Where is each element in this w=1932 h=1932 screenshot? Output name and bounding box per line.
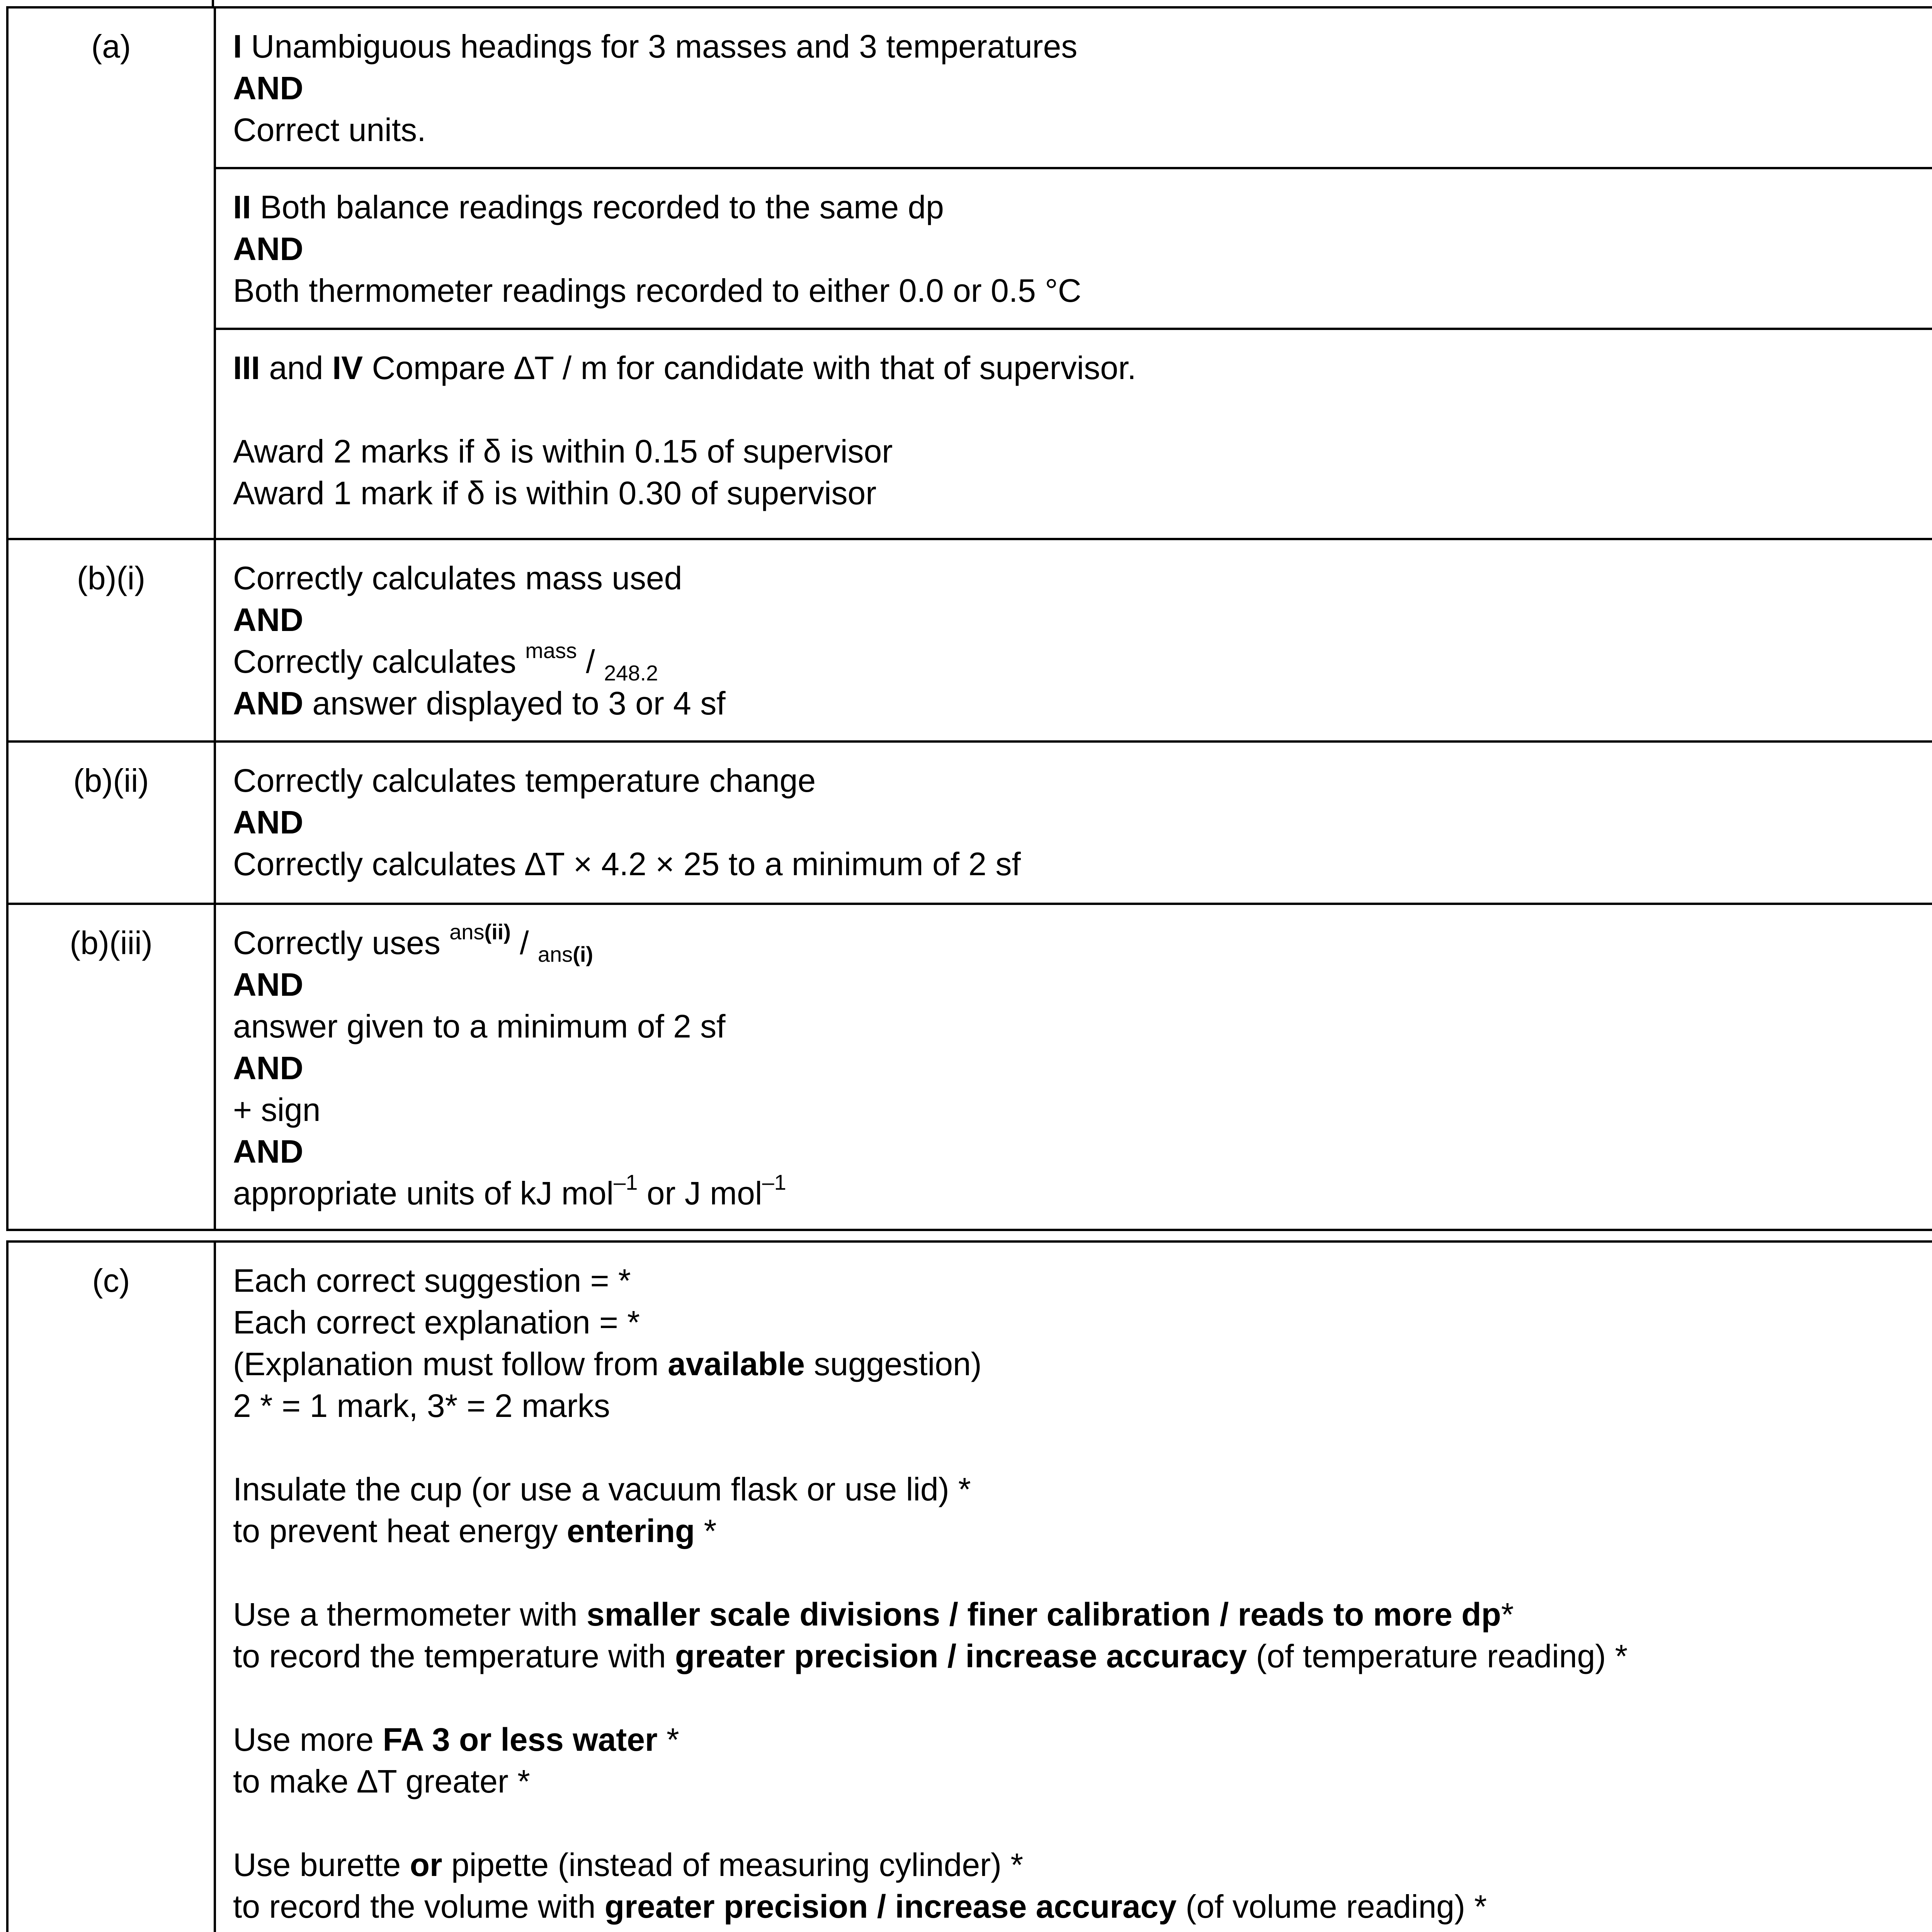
answer-text: Correctly uses xyxy=(233,925,450,961)
answer-text: Correctly calculates temperature change xyxy=(233,762,816,799)
answer-text: * xyxy=(657,1721,679,1758)
superscript-part: ans xyxy=(449,920,485,944)
mark-scheme-table-part-2 xyxy=(6,1240,1932,1932)
answer-text: Use more xyxy=(233,1721,383,1758)
subscript-text: 248.2 xyxy=(604,661,658,685)
answer-text: Correctly calculates xyxy=(233,643,526,680)
answer-text: + sign xyxy=(233,1092,321,1128)
table-row xyxy=(7,742,1932,904)
answer-cell xyxy=(215,7,1932,168)
answer-text: Correct units. xyxy=(233,112,426,148)
answer-text: to record the volume with xyxy=(233,1888,605,1925)
answer-text: Use a thermometer with xyxy=(233,1596,587,1633)
answer-text: Each correct suggestion = * xyxy=(233,1262,631,1299)
question-label: (b)(i) xyxy=(7,539,215,742)
superscript-text: –1 xyxy=(614,1170,638,1194)
bold-text: reads to more dp xyxy=(1238,1596,1501,1633)
superscript-text: mass xyxy=(525,638,577,663)
bold-text: entering xyxy=(566,1513,695,1549)
bold-text: AND xyxy=(233,231,303,267)
answer-text: (Explanation must follow from xyxy=(233,1346,668,1382)
answer-text: appropriate units of kJ mol xyxy=(233,1175,614,1211)
question-label: (b)(ii) xyxy=(7,742,215,904)
answer-text: Insulate the cup (or use a vacuum flask or use lid) * xyxy=(233,1471,971,1507)
table-row xyxy=(7,329,1932,539)
fraction-slash: / xyxy=(577,643,604,680)
bold-text: AND xyxy=(233,685,303,721)
table-row xyxy=(7,7,1932,168)
bold-text: AND xyxy=(233,966,303,1003)
bold-text: AND xyxy=(233,804,303,840)
bold-text: AND xyxy=(233,602,303,638)
question-label: (c) xyxy=(7,1242,215,1932)
answer-text: to make ∆T greater * xyxy=(233,1763,530,1799)
subscript-bold-part: (i) xyxy=(573,942,594,966)
bold-text: / xyxy=(940,1596,968,1633)
bold-text: or xyxy=(410,1847,442,1883)
bold-text: available xyxy=(668,1346,805,1382)
answer-text: Correctly calculates ∆T × 4.2 × 25 to a minimum of 2 sf xyxy=(233,846,1021,882)
answer-text: * xyxy=(695,1513,717,1549)
question-label: (b)(iii) xyxy=(7,904,215,1230)
subscript-text xyxy=(538,942,593,966)
bold-text: finer calibration xyxy=(967,1596,1211,1633)
answer-text: Award 1 mark if δ is within 0.30 of supervisor xyxy=(233,475,877,511)
answer-text: Each correct explanation = * xyxy=(233,1304,640,1340)
bold-text: II xyxy=(233,189,251,225)
bold-text: AND xyxy=(233,70,303,106)
table-row xyxy=(7,539,1932,742)
answer-cell xyxy=(215,539,1932,742)
answer-text: Unambiguous headings for 3 masses and 3 temperatures xyxy=(242,28,1078,65)
answer-text: Both balance readings recorded to the same dp xyxy=(251,189,944,225)
answer-text: to prevent heat energy xyxy=(233,1513,567,1549)
table-row xyxy=(7,1242,1932,1932)
mark-scheme-table-part-1 xyxy=(6,6,1932,1231)
superscript-text xyxy=(449,920,511,944)
answer-text: Both thermometer readings recorded to either 0.0 or 0.5 °C xyxy=(233,272,1082,309)
superscript-text: –1 xyxy=(762,1170,786,1194)
bold-text: I xyxy=(233,28,242,65)
bold-text: FA 3 or less water xyxy=(383,1721,658,1758)
answer-text: and xyxy=(260,350,332,386)
fraction-slash: / xyxy=(510,925,538,961)
question-label: (a) xyxy=(7,7,215,539)
answer-text: answer displayed to 3 or 4 sf xyxy=(303,685,726,721)
bold-text: IV xyxy=(332,350,363,386)
answer-cell xyxy=(215,904,1932,1230)
bold-text: greater precision / increase accuracy xyxy=(675,1638,1247,1674)
answer-text: Award 2 marks if δ is within 0.15 of supervisor xyxy=(233,433,893,469)
bold-text: smaller scale divisions xyxy=(586,1596,940,1633)
bold-text: AND xyxy=(233,1050,303,1086)
table-row xyxy=(7,168,1932,329)
answer-text: (of volume reading) * xyxy=(1176,1888,1487,1925)
bold-text: III xyxy=(233,350,260,386)
answer-cell xyxy=(215,1242,1932,1932)
answer-text: pipette (instead of measuring cylinder) * xyxy=(442,1847,1024,1883)
answer-text: to record the temperature with xyxy=(233,1638,675,1674)
answer-text: * xyxy=(1501,1596,1514,1633)
answer-text: answer given to a minimum of 2 sf xyxy=(233,1008,726,1044)
subscript-part: ans xyxy=(537,942,573,966)
bold-text: AND xyxy=(233,1133,303,1170)
answer-text: Compare ∆T / m for candidate with that of supervisor. xyxy=(363,350,1136,386)
answer-text: suggestion) xyxy=(805,1346,982,1382)
answer-text: (of temperature reading) * xyxy=(1247,1638,1628,1674)
table-row xyxy=(7,904,1932,1230)
answer-cell xyxy=(215,329,1932,539)
superscript-bold-part: (ii) xyxy=(484,920,511,944)
answer-cell xyxy=(215,742,1932,904)
bold-text: / xyxy=(1211,1596,1238,1633)
answer-text: 2 * = 1 mark, 3* = 2 marks xyxy=(233,1388,610,1424)
answer-text: Use burette xyxy=(233,1847,410,1883)
answer-text: or J mol xyxy=(638,1175,762,1211)
answer-cell xyxy=(215,168,1932,329)
answer-text: Correctly calculates mass used xyxy=(233,560,682,596)
bold-text: greater precision / increase accuracy xyxy=(604,1888,1177,1925)
